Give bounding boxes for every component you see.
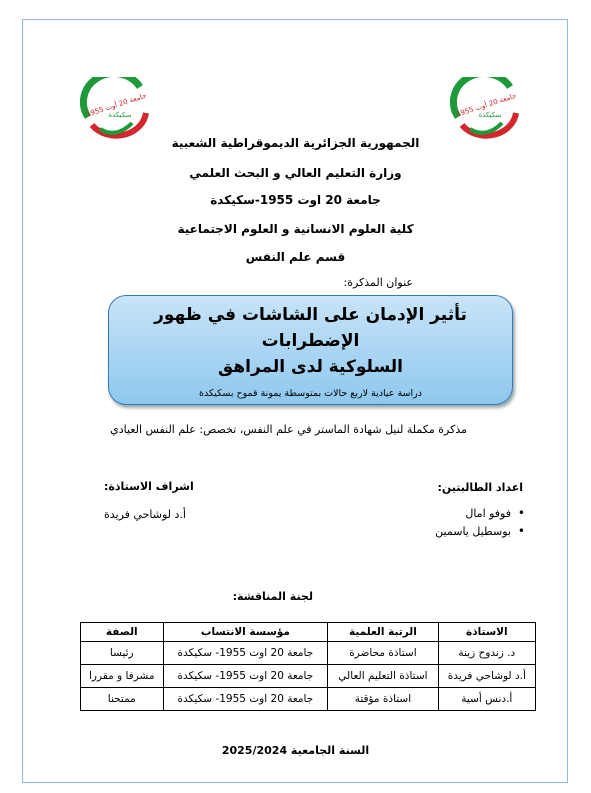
column-header: الصفة xyxy=(81,623,164,642)
thesis-title-box xyxy=(108,295,513,405)
table-header-row xyxy=(81,623,536,642)
table-cell: أ.دنس أسية xyxy=(438,688,535,711)
table-cell: جامعة 20 اوت 1955- سكيكدة xyxy=(163,688,328,711)
column-header: الاستاذة xyxy=(438,623,535,642)
svg-text:سكيكدة: سكيكدة xyxy=(478,111,502,119)
thesis-subtitle: دراسة عيادية لاربع حالات بمتوسطة يمونة قموح بسكيكدة xyxy=(199,388,422,399)
thesis-title-line-2: السلوكية لدى المراهق xyxy=(218,357,403,377)
student-name: • بوسطيل ياسمين xyxy=(435,525,511,543)
department-heading: قسم علم النفس xyxy=(245,250,346,264)
svg-text:جامعة 20 أوت 1955: جامعة 20 أوت 1955 xyxy=(455,91,518,119)
column-header: مؤسسة الانتساب xyxy=(163,623,328,642)
table-cell: د. زندوح زينة xyxy=(438,642,535,665)
svg-text:جامعة 20 أوت 1955: جامعة 20 أوت 1955 xyxy=(85,91,148,119)
thesis-title-line-1: تأثير الإدمان على الشاشات في ظهور الإضطرابات xyxy=(154,305,467,351)
table-cell: أ.د لوشاحي فريدة xyxy=(438,665,535,688)
supervision-label: اشراف الاستاذة: xyxy=(104,480,194,493)
svg-text:سكيكدة: سكيكدة xyxy=(108,111,132,119)
table-cell: استاذة محاضرة xyxy=(328,642,438,665)
supervisor-name: أ.د لوشاحي فريدة xyxy=(104,508,186,521)
thesis-title-label: عنوان المذكرة: xyxy=(343,276,413,289)
table-row xyxy=(81,665,536,688)
committee-label: لجنة المناقشة: xyxy=(232,590,313,603)
committee-table xyxy=(80,622,536,711)
table-row xyxy=(81,642,536,665)
faculty-heading: كلية العلوم الانسانية و العلوم الاجتماعية xyxy=(177,222,414,236)
table-cell: جامعة 20 اوت 1955- سكيكدة xyxy=(163,642,328,665)
academic-year: السنة الجامعية 2025/2024 xyxy=(221,744,370,757)
university-logo-right xyxy=(450,77,524,143)
table-cell: مشرفا و مقررا xyxy=(81,665,164,688)
university-heading: جامعة 20 اوت 1955-سكيكدة xyxy=(210,193,381,207)
university-logo-left xyxy=(80,77,154,143)
table-cell: استاذة مؤقتة xyxy=(328,688,438,711)
table-cell: استاذة التعليم العالي xyxy=(328,665,438,688)
table-cell: رئيسا xyxy=(81,642,164,665)
degree-statement: مذكرة مكملة لنيل شهادة الماستر في علم النفس، تخصص: علم النفس العيادي xyxy=(110,423,467,436)
prepared-by-label: اعداد الطالبتين: xyxy=(437,481,523,494)
table-row xyxy=(81,688,536,711)
republic-heading: الجمهورية الجزائرية الديموقراطية الشعبية xyxy=(171,136,420,150)
table-cell: جامعة 20 اوت 1955- سكيكدة xyxy=(163,665,328,688)
ministry-heading: وزارة التعليم العالي و البحث العلمي xyxy=(189,166,402,180)
column-header: الرتبة العلمية xyxy=(328,623,438,642)
student-name: • فوفو امال xyxy=(435,507,511,525)
table-cell: ممتحنا xyxy=(81,688,164,711)
student-list xyxy=(435,507,511,543)
